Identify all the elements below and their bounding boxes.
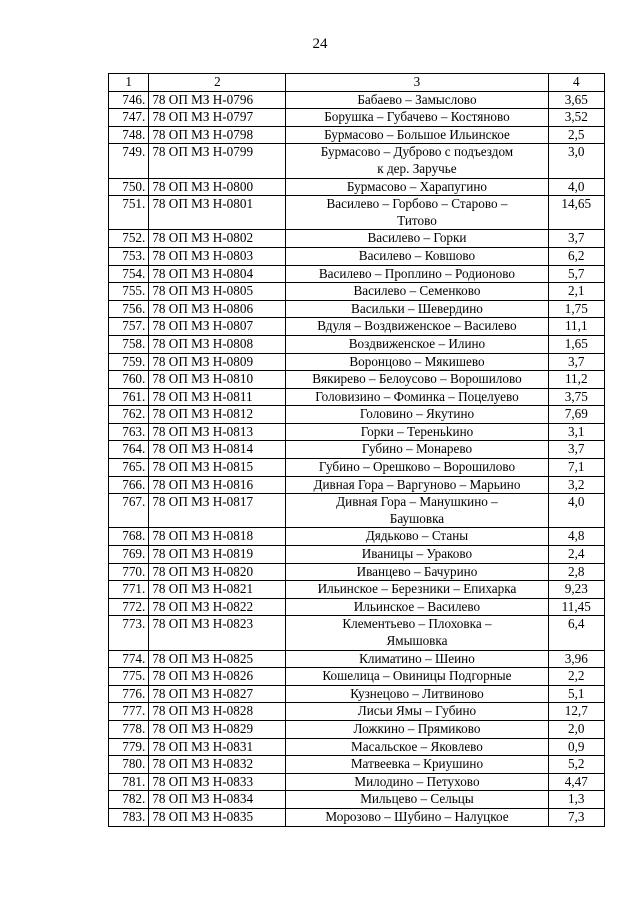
road-length-cell: 4,47 xyxy=(548,773,604,791)
road-name-cell xyxy=(286,109,548,127)
road-name-line: Головизино – Фоминка – Поцелуево xyxy=(315,388,519,404)
road-length-cell: 3,75 xyxy=(548,388,604,406)
road-name-line: Ложкино – Прямиково xyxy=(353,720,481,736)
road-name-cell xyxy=(286,423,548,441)
road-code-cell: 78 ОП МЗ Н-0834 xyxy=(149,791,286,809)
road-name-line: Дивная Гора – Манушкино – xyxy=(336,494,498,510)
table-row xyxy=(109,703,605,721)
road-name-line: Бабаево – Замыслово xyxy=(357,91,477,107)
road-code-cell: 78 ОП МЗ Н-0828 xyxy=(149,703,286,721)
table-row xyxy=(109,318,605,336)
row-number-cell: 755. xyxy=(109,283,149,301)
road-name-line: Ильинское – Василево xyxy=(353,598,481,614)
row-number-cell: 753. xyxy=(109,247,149,265)
road-code-cell: 78 ОП МЗ Н-0807 xyxy=(149,318,286,336)
road-length-cell: 3,2 xyxy=(548,476,604,494)
road-name-line: Вякирево – Белоусово – Ворошилово xyxy=(312,371,522,387)
road-name-line: Климатино – Шеино xyxy=(359,650,475,666)
row-number-cell: 760. xyxy=(109,371,149,389)
table-row xyxy=(109,791,605,809)
road-length-cell: 3,7 xyxy=(548,441,604,459)
row-number-cell: 777. xyxy=(109,703,149,721)
table-row xyxy=(109,91,605,109)
table-row xyxy=(109,476,605,494)
row-number-cell: 772. xyxy=(109,598,149,616)
row-number-cell: 776. xyxy=(109,685,149,703)
header-cell-name: 3 xyxy=(286,74,548,92)
road-code-cell: 78 ОП МЗ Н-0826 xyxy=(149,668,286,686)
road-name-cell xyxy=(286,406,548,424)
road-length-cell: 7,3 xyxy=(548,808,604,826)
road-name-line: Воронцово – Мякишево xyxy=(349,353,485,369)
road-name-cell xyxy=(286,668,548,686)
road-name-line: Баушовка xyxy=(389,510,445,526)
road-length-cell: 5,7 xyxy=(548,265,604,283)
road-name-line: Морозово – Шубино – Налуцкое xyxy=(325,808,509,824)
row-number-cell: 757. xyxy=(109,318,149,336)
road-name-line: Ямышовка xyxy=(386,633,448,648)
road-code-cell: 78 ОП МЗ Н-0832 xyxy=(149,756,286,774)
road-name-cell xyxy=(286,371,548,389)
road-length-cell: 6,4 xyxy=(548,616,604,650)
road-length-cell: 1,3 xyxy=(548,791,604,809)
road-name-line: Титово xyxy=(397,212,437,228)
row-number-cell: 782. xyxy=(109,791,149,809)
road-length-cell: 9,23 xyxy=(548,581,604,599)
road-code-cell: 78 ОП МЗ Н-0804 xyxy=(149,265,286,283)
road-name-cell xyxy=(286,650,548,668)
road-name-line: Губино – Монарево xyxy=(361,441,473,457)
road-name-cell xyxy=(286,738,548,756)
road-code-cell: 78 ОП МЗ Н-0821 xyxy=(149,581,286,599)
row-number-cell: 756. xyxy=(109,300,149,318)
row-number-cell: 774. xyxy=(109,650,149,668)
table-row xyxy=(109,388,605,406)
road-length-cell: 4,0 xyxy=(548,494,604,528)
road-name-cell xyxy=(286,388,548,406)
row-number-cell: 749. xyxy=(109,144,149,178)
road-code-cell: 78 ОП МЗ Н-0805 xyxy=(149,283,286,301)
road-name-cell xyxy=(286,791,548,809)
road-name-cell xyxy=(286,283,548,301)
table-row xyxy=(109,563,605,581)
row-number-cell: 773. xyxy=(109,616,149,650)
page-number: 24 xyxy=(312,36,328,52)
row-number-cell: 758. xyxy=(109,335,149,353)
table-row xyxy=(109,773,605,791)
road-name-line: Бурмасово – Большое Ильинское xyxy=(324,126,510,142)
road-length-cell: 2,4 xyxy=(548,546,604,564)
road-name-line: Кузнецово – Литвиново xyxy=(350,685,484,701)
table-row xyxy=(109,546,605,564)
road-name-cell xyxy=(286,581,548,599)
table-row xyxy=(109,109,605,127)
road-name-line: Бурмасово – Дуброво с подъездом xyxy=(320,144,514,160)
road-name-line: Иваницы – Ураково xyxy=(361,546,473,562)
table-body xyxy=(109,91,605,826)
road-length-cell: 11,1 xyxy=(548,318,604,336)
table-row xyxy=(109,247,605,265)
road-name-cell xyxy=(286,300,548,318)
road-code-cell: 78 ОП МЗ Н-0827 xyxy=(149,685,286,703)
row-number-cell: 775. xyxy=(109,668,149,686)
road-length-cell: 6,2 xyxy=(548,247,604,265)
table-row xyxy=(109,720,605,738)
road-name-line: Мильцево – Сельцы xyxy=(360,791,474,807)
table-row xyxy=(109,528,605,546)
road-code-cell: 78 ОП МЗ Н-0815 xyxy=(149,459,286,477)
road-length-cell: 3,7 xyxy=(548,230,604,248)
roads-table xyxy=(108,73,605,827)
road-length-cell: 1,65 xyxy=(548,335,604,353)
table-row xyxy=(109,230,605,248)
road-name-cell xyxy=(286,196,548,230)
road-name-cell xyxy=(286,756,548,774)
road-code-cell: 78 ОП МЗ Н-0799 xyxy=(149,144,286,178)
road-length-cell: 2,5 xyxy=(548,126,604,144)
road-code-cell: 78 ОП МЗ Н-0814 xyxy=(149,441,286,459)
road-code-cell: 78 ОП МЗ Н-0822 xyxy=(149,598,286,616)
road-length-cell: 2,0 xyxy=(548,720,604,738)
header-cell-number: 1 xyxy=(109,74,149,92)
table-row xyxy=(109,808,605,826)
road-length-cell: 3,52 xyxy=(548,109,604,127)
row-number-cell: 746. xyxy=(109,91,149,109)
road-code-cell: 78 ОП МЗ Н-0801 xyxy=(149,196,286,230)
road-name-cell xyxy=(286,720,548,738)
road-name-line: Борушка – Губачево – Костяново xyxy=(324,109,510,125)
road-name-line: Дядьково – Станы xyxy=(365,528,469,544)
road-code-cell: 78 ОП МЗ Н-0818 xyxy=(149,528,286,546)
road-length-cell: 1,75 xyxy=(548,300,604,318)
road-code-cell: 78 ОП МЗ Н-0811 xyxy=(149,388,286,406)
header-cell-length: 4 xyxy=(548,74,604,92)
road-name-line: Васильки – Шевердино xyxy=(351,300,483,316)
road-name-line: Горки – Тереньkино xyxy=(360,423,474,439)
road-name-line: Василево – Горки xyxy=(367,230,467,246)
road-code-cell: 78 ОП МЗ Н-0796 xyxy=(149,91,286,109)
road-length-cell: 3,96 xyxy=(548,650,604,668)
row-number-cell: 780. xyxy=(109,756,149,774)
road-length-cell: 7,1 xyxy=(548,459,604,477)
row-number-cell: 754. xyxy=(109,265,149,283)
road-name-line: Василево – Семенково xyxy=(353,283,481,299)
road-length-cell: 5,2 xyxy=(548,756,604,774)
road-name-cell xyxy=(286,265,548,283)
row-number-cell: 765. xyxy=(109,459,149,477)
road-name-line: Вдуля – Воздвиженское – Василево xyxy=(317,318,517,334)
road-length-cell: 3,1 xyxy=(548,423,604,441)
header-cell-code: 2 xyxy=(149,74,286,92)
row-number-cell: 769. xyxy=(109,546,149,564)
road-length-cell: 0,9 xyxy=(548,738,604,756)
table-row xyxy=(109,406,605,424)
road-name-line: Головино – Якутино xyxy=(359,406,475,422)
table-row xyxy=(109,144,605,178)
road-name-cell xyxy=(286,616,548,650)
road-name-line: Воздвиженское – Илино xyxy=(348,335,486,351)
road-code-cell: 78 ОП МЗ Н-0800 xyxy=(149,178,286,196)
road-length-cell: 7,69 xyxy=(548,406,604,424)
road-name-line: Дивная Гора – Варгуново – Марьино xyxy=(313,476,521,492)
road-code-cell: 78 ОП МЗ Н-0803 xyxy=(149,247,286,265)
road-length-cell: 4,8 xyxy=(548,528,604,546)
table-row xyxy=(109,178,605,196)
road-code-cell: 78 ОП МЗ Н-0816 xyxy=(149,476,286,494)
road-name-cell xyxy=(286,459,548,477)
table-row xyxy=(109,441,605,459)
road-name-line: Василево – Проплино – Родионово xyxy=(318,265,516,281)
row-number-cell: 747. xyxy=(109,109,149,127)
table-row xyxy=(109,459,605,477)
road-name-cell xyxy=(286,546,548,564)
road-name-cell xyxy=(286,318,548,336)
road-length-cell: 12,7 xyxy=(548,703,604,721)
road-length-cell: 11,45 xyxy=(548,598,604,616)
row-number-cell: 759. xyxy=(109,353,149,371)
road-code-cell: 78 ОП МЗ Н-0798 xyxy=(149,126,286,144)
road-name-cell xyxy=(286,178,548,196)
road-name-line: Ильинское – Березники – Епихарка xyxy=(317,581,517,597)
table-row xyxy=(109,494,605,528)
row-number-cell: 766. xyxy=(109,476,149,494)
road-code-cell: 78 ОП МЗ Н-0823 xyxy=(149,616,286,650)
road-name-line: Губино – Орешково – Ворошилово xyxy=(318,459,516,475)
road-name-cell xyxy=(286,353,548,371)
row-number-cell: 763. xyxy=(109,423,149,441)
road-length-cell: 3,65 xyxy=(548,91,604,109)
road-code-cell: 78 ОП МЗ Н-0809 xyxy=(149,353,286,371)
road-name-cell xyxy=(286,126,548,144)
road-code-cell: 78 ОП МЗ Н-0835 xyxy=(149,808,286,826)
road-name-line: Лисьи Ямы – Губино xyxy=(357,703,477,719)
row-number-cell: 778. xyxy=(109,720,149,738)
road-name-line: Василево – Ковшово xyxy=(358,247,476,263)
road-name-cell xyxy=(286,563,548,581)
road-name-cell xyxy=(286,476,548,494)
road-name-line: Бурмасово – Харапугино xyxy=(346,178,488,194)
row-number-cell: 748. xyxy=(109,126,149,144)
row-number-cell: 750. xyxy=(109,178,149,196)
table-row xyxy=(109,265,605,283)
table-row xyxy=(109,283,605,301)
road-code-cell: 78 ОП МЗ Н-0797 xyxy=(149,109,286,127)
table-row xyxy=(109,598,605,616)
road-name-cell xyxy=(286,144,548,178)
road-code-cell: 78 ОП МЗ Н-0833 xyxy=(149,773,286,791)
road-code-cell: 78 ОП МЗ Н-0808 xyxy=(149,335,286,353)
road-name-cell xyxy=(286,335,548,353)
road-name-line: Иванцево – Бачурино xyxy=(356,563,478,579)
road-length-cell: 2,8 xyxy=(548,563,604,581)
table-row xyxy=(109,668,605,686)
road-length-cell: 3,0 xyxy=(548,144,604,178)
table-row xyxy=(109,371,605,389)
row-number-cell: 767. xyxy=(109,494,149,528)
road-code-cell: 78 ОП МЗ Н-0810 xyxy=(149,371,286,389)
road-length-cell: 5,1 xyxy=(548,685,604,703)
road-name-cell xyxy=(286,808,548,826)
road-name-cell xyxy=(286,494,548,528)
road-code-cell: 78 ОП МЗ Н-0819 xyxy=(149,546,286,564)
road-name-cell xyxy=(286,703,548,721)
road-name-cell xyxy=(286,230,548,248)
road-name-line: Василево – Горбово – Старово – xyxy=(326,196,508,212)
road-code-cell: 78 ОП МЗ Н-0820 xyxy=(149,563,286,581)
table-row xyxy=(109,756,605,774)
road-length-cell: 4,0 xyxy=(548,178,604,196)
table-row xyxy=(109,738,605,756)
row-number-cell: 783. xyxy=(109,808,149,826)
road-code-cell: 78 ОП МЗ Н-0829 xyxy=(149,720,286,738)
road-length-cell: 2,2 xyxy=(548,668,604,686)
row-number-cell: 768. xyxy=(109,528,149,546)
road-name-line: к дер. Заручье xyxy=(377,160,457,176)
row-number-cell: 781. xyxy=(109,773,149,791)
table-row xyxy=(109,581,605,599)
road-code-cell: 78 ОП МЗ Н-0813 xyxy=(149,423,286,441)
road-name-cell xyxy=(286,247,548,265)
table-row xyxy=(109,650,605,668)
table-row xyxy=(109,196,605,230)
road-code-cell: 78 ОП МЗ Н-0812 xyxy=(149,406,286,424)
road-name-line: Масальское – Яковлево xyxy=(351,738,483,754)
table-row xyxy=(109,685,605,703)
table-row xyxy=(109,423,605,441)
row-number-cell: 751. xyxy=(109,196,149,230)
road-name-cell xyxy=(286,773,548,791)
row-number-cell: 752. xyxy=(109,230,149,248)
table-row xyxy=(109,353,605,371)
row-number-cell: 762. xyxy=(109,406,149,424)
table-row xyxy=(109,335,605,353)
row-number-cell: 764. xyxy=(109,441,149,459)
table-header-row xyxy=(109,74,605,92)
road-name-cell xyxy=(286,91,548,109)
road-name-cell xyxy=(286,528,548,546)
road-code-cell: 78 ОП МЗ Н-0806 xyxy=(149,300,286,318)
road-length-cell: 2,1 xyxy=(548,283,604,301)
row-number-cell: 761. xyxy=(109,388,149,406)
road-length-cell: 3,7 xyxy=(548,353,604,371)
road-length-cell: 11,2 xyxy=(548,371,604,389)
table-row xyxy=(109,616,605,650)
road-name-cell xyxy=(286,598,548,616)
road-name-cell xyxy=(286,441,548,459)
road-code-cell: 78 ОП МЗ Н-0802 xyxy=(149,230,286,248)
road-name-line: Клементьево – Плоховка – xyxy=(342,616,492,632)
road-code-cell: 78 ОП МЗ Н-0831 xyxy=(149,738,286,756)
table-row xyxy=(109,300,605,318)
row-number-cell: 770. xyxy=(109,563,149,581)
road-name-cell xyxy=(286,685,548,703)
table-row xyxy=(109,126,605,144)
row-number-cell: 779. xyxy=(109,738,149,756)
road-length-cell: 14,65 xyxy=(548,196,604,230)
road-name-line: Матвеевка – Криушино xyxy=(350,756,484,772)
row-number-cell: 771. xyxy=(109,581,149,599)
road-name-line: Милодино – Петухово xyxy=(354,773,480,789)
road-code-cell: 78 ОП МЗ Н-0825 xyxy=(149,650,286,668)
road-code-cell: 78 ОП МЗ Н-0817 xyxy=(149,494,286,528)
road-name-line: Кошелица – Овиницы Подгорные xyxy=(322,668,512,684)
